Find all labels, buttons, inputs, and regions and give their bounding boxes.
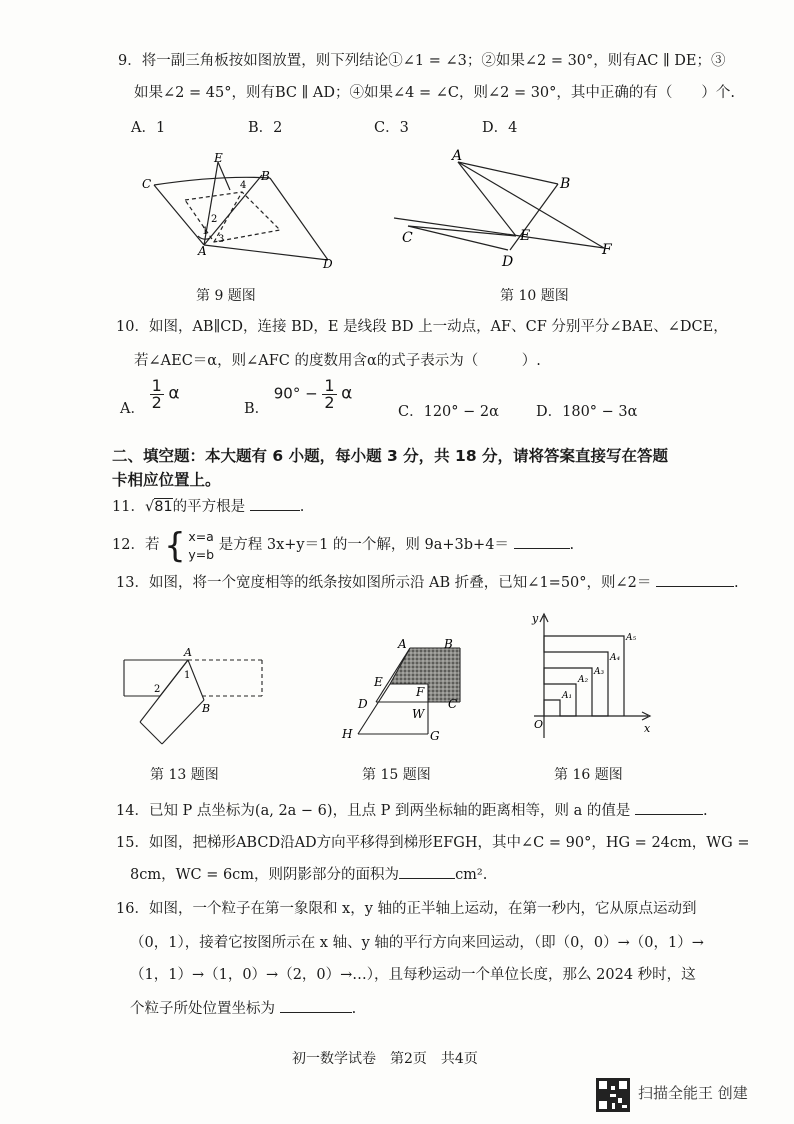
fig9-angle-2: 2 <box>211 214 218 225</box>
fig9-label-c: C <box>142 177 152 191</box>
fig10-label-b: B <box>560 176 571 192</box>
fig9-angle-4: 4 <box>240 180 247 191</box>
scanner-watermark: 扫描全能王 创建 <box>638 1084 748 1102</box>
equation-brace: { <box>164 526 186 566</box>
fig10-label-f: F <box>602 242 612 258</box>
fig16-label-y: y <box>532 612 539 625</box>
q12-answer-blank[interactable] <box>514 534 570 549</box>
fig9-label-a: A <box>198 244 207 258</box>
fig15-label-f: F <box>416 685 425 699</box>
q13-text: 13．如图，将一个宽度相等的纸条按如图所示沿 AB 折叠，已知∠1=50°，则∠2＝ <box>116 575 652 591</box>
q10-option-b-num: 1 <box>324 376 335 395</box>
q16-line3: （1，1）→（1，0）→（2，0）→…），且每秒运动一个单位长度，那么 2024 秒时，这 <box>130 967 696 983</box>
section2-heading-line1: 二、填空题：本大题有 6 小题，每小题 3 分，共 18 分，请将答案直接写在答题 <box>112 447 669 465</box>
qr-code-icon <box>596 1078 630 1112</box>
q11-answer-blank[interactable] <box>250 496 300 511</box>
q10-option-b <box>244 376 353 417</box>
fig15-label-d: D <box>358 697 368 711</box>
fig16-label-o: O <box>534 718 544 731</box>
fig13-label-b: B <box>202 702 211 715</box>
q10-option-d: D．180° − 3α <box>536 404 638 420</box>
q10-option-b-var: α <box>341 383 353 404</box>
fig10-label-d: D <box>502 254 514 270</box>
q16-line2: （0，1），接着它按图所示在 x 轴、y 轴的平行方向来回运动，（即（0，0）→（0，1）→ <box>130 935 704 951</box>
fig13-angle-1: 1 <box>184 670 191 681</box>
q10-option-a-num: 1 <box>151 376 162 395</box>
fig15-label-c: C <box>448 697 458 711</box>
fig15-label-g: G <box>430 729 440 743</box>
fig15-label-a: A <box>398 637 407 651</box>
q9-option-d: D．4 <box>482 120 518 136</box>
q13-answer-blank[interactable] <box>656 572 734 587</box>
q16-line4-text: 个粒子所处位置坐标为 <box>130 1001 275 1017</box>
q14-answer-blank[interactable] <box>635 800 703 815</box>
fig10-label-e: E <box>520 228 531 244</box>
q15-line1: 15．如图，把梯形ABCD沿AD方向平移得到梯形EFGH，其中∠C = 90°，HG = 24cm，WG = <box>116 835 750 851</box>
q12-eq-top: x=a <box>188 529 214 544</box>
section2-heading-line2: 卡相应位置上。 <box>112 471 221 489</box>
q9-line1: 9．将一副三角板按如图放置，则下列结论①∠1 = ∠3；②如果∠2 = 30°，则有AC ∥ DE；③ <box>118 53 726 69</box>
equation-system <box>188 528 214 564</box>
q11-number: 11． <box>112 499 145 515</box>
fig16-label-x: x <box>644 722 651 735</box>
fig15-caption: 第 15 题图 <box>362 767 431 783</box>
fig15-label-e: E <box>374 675 383 689</box>
figure-15 <box>336 634 466 744</box>
sqrt-symbol: √ <box>144 499 155 515</box>
q10-line1: 10．如图，AB∥CD，连接 BD，E 是线段 BD 上一动点，AF、CF 分别平分∠BAE、∠DCE， <box>116 319 728 335</box>
fig13-label-a: A <box>184 646 192 659</box>
q10-option-b-fraction <box>322 378 336 411</box>
q12-prefix: 12．若 <box>112 537 160 553</box>
fig13-caption: 第 13 题图 <box>150 767 219 783</box>
q14-text: 14．已知 P 点坐标为(a, 2a − 6)，且点 P 到两坐标轴的距离相等，则 a 的值是 <box>116 803 631 819</box>
q10-option-b-lead: 90° − <box>273 384 318 403</box>
fig9-caption: 第 9 题图 <box>196 288 256 304</box>
q10-option-b-den: 2 <box>324 393 335 412</box>
figure-13 <box>118 640 268 750</box>
q15-unit: cm². <box>455 867 488 883</box>
q9-option-a: A．1 <box>131 120 166 136</box>
q15-line2 <box>130 864 487 886</box>
fig9-angle-1: 1 <box>202 226 209 237</box>
q9-option-c: C．3 <box>374 120 409 136</box>
q10-line2: 若∠AEC＝α，则∠AFC 的度数用含α的式子表示为（ ）. <box>134 353 541 369</box>
fig15-label-h: H <box>342 727 353 741</box>
q11-radicand: 81 <box>154 499 173 515</box>
fig16-label-a2: A₂ <box>578 675 589 685</box>
fig16-label-a4: A₄ <box>610 653 621 663</box>
figure-9 <box>130 150 350 275</box>
fig16-label-a3: A₃ <box>594 667 605 677</box>
fig16-caption: 第 16 题图 <box>554 767 623 783</box>
fig15-label-w: W <box>412 707 425 721</box>
q10-option-a-label: A． <box>120 400 145 417</box>
q14: 14．已知 P 点坐标为(a, 2a − 6)，且点 P 到两坐标轴的距离相等，则 a 的值是 . <box>116 800 708 822</box>
q10-option-a-fraction <box>150 378 164 411</box>
fig9-label-e: E <box>214 151 223 165</box>
q12: 12．若 { x=a y=b 是方程 3x+y＝1 的一个解，则 9a+3b+4＝ . <box>112 526 575 566</box>
page-footer: 初一数学试卷 第2页 共4页 <box>292 1051 478 1067</box>
q9-option-b: B．2 <box>248 120 283 136</box>
q11-text: 的平方根是 <box>172 499 246 515</box>
q13: 13．如图，将一个宽度相等的纸条按如图所示沿 AB 折叠，已知∠1=50°，则∠2＝ . <box>116 572 739 594</box>
fig10-caption: 第 10 题图 <box>500 288 569 304</box>
fig10-label-a: A <box>452 148 463 164</box>
q16-line4: 个粒子所处位置坐标为 . <box>130 998 356 1020</box>
q12-eq-bottom: y=b <box>188 547 215 562</box>
q9-line2: 如果∠2 = 45°，则有BC ∥ AD；④如果∠4 = ∠C，则∠2 = 30°，其中正确的有（ ）个. <box>134 85 736 101</box>
q15-line2-text: 8cm，WC = 6cm，则阴影部分的面积为 <box>130 867 400 883</box>
fig9-label-b: B <box>261 169 270 183</box>
q12-text: 是方程 3x+y＝1 的一个解，则 9a+3b+4＝ <box>218 537 509 553</box>
fig16-label-a5: A₅ <box>626 633 637 643</box>
q10-option-a <box>120 376 180 417</box>
fig9-label-d: D <box>323 257 333 271</box>
fig13-angle-2: 2 <box>154 684 161 695</box>
figure-10 <box>390 148 630 273</box>
q10-option-b-label: B． <box>244 400 270 417</box>
fig16-label-a1: A₁ <box>562 691 573 701</box>
q10-option-a-den: 2 <box>151 393 162 412</box>
figure-16 <box>520 610 660 750</box>
fig15-label-b: B <box>444 637 453 651</box>
q11: 11．√81的平方根是 . <box>112 496 304 518</box>
q16-line1: 16．如图，一个粒子在第一象限和 x，y 轴的正半轴上运动，在第一秒内，它从原点运动到 <box>116 901 697 917</box>
q10-option-c: C．120° − 2α <box>398 404 499 420</box>
q10-option-a-var: α <box>168 383 180 404</box>
fig9-angle-3: 3 <box>218 234 225 245</box>
fig10-label-c: C <box>402 230 413 246</box>
q16-answer-blank[interactable] <box>280 998 352 1013</box>
q15-answer-blank[interactable] <box>399 864 455 879</box>
